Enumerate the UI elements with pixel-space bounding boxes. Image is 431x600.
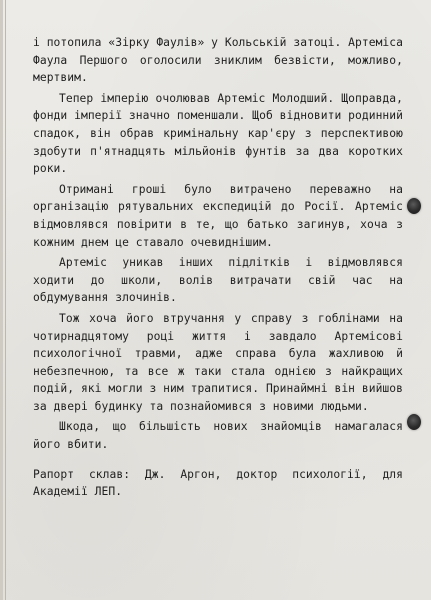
punch-hole-lower <box>407 414 421 430</box>
paragraph-1: і потопила «Зірку Фаулів» у Кольській затоці. Артеміса Фаула Першого оголосили зниклим безвісти, можливо, мертвим. <box>33 36 403 85</box>
paragraph-5: Тож хоча його втручання у справу з гоблінами на чотирнадцятому році життя і завдало Артемісові психологічної травми, адже справа була жахливою й небезпечною, та все ж таки стала однією з найкращих подій, які могли з ним трапитися. Принаймні він вийшов за двері будинку та познайомився з новими людьми. <box>33 311 403 413</box>
paragraph-6: Шкода, що більшість нових знайомців намагалася його вбити. <box>33 420 403 452</box>
paragraph-2: Тепер імперію очолював Артеміс Молодший. Щоправда, фонди імперії значно поменшали. Щоб відновити родинний спадок, він обрав кримінальну кар'єру з перспективою здобути п'ятнадцять мільйонів фунтів за два коротких роки. <box>33 91 403 176</box>
body-text <box>33 34 403 504</box>
report-signature: Рапорт склав: Дж. Аргон, доктор психології, для Академії ЛЕП. <box>33 467 403 499</box>
paragraph-4: Артеміс уникав інших підлітків і відмовлявся ходити до школи, волів витрачати свій час на обдумування злочинів. <box>33 256 403 305</box>
page-crease <box>5 0 6 600</box>
paragraph-3: Отримані гроші було витрачено переважно на організацію рятувальних експедицій до Росії. Артеміс відмовлявся повірити в те, що батько загинув, хоча з кожним днем це ставало очевиднішим. <box>33 182 403 249</box>
punch-hole-upper <box>407 198 421 214</box>
